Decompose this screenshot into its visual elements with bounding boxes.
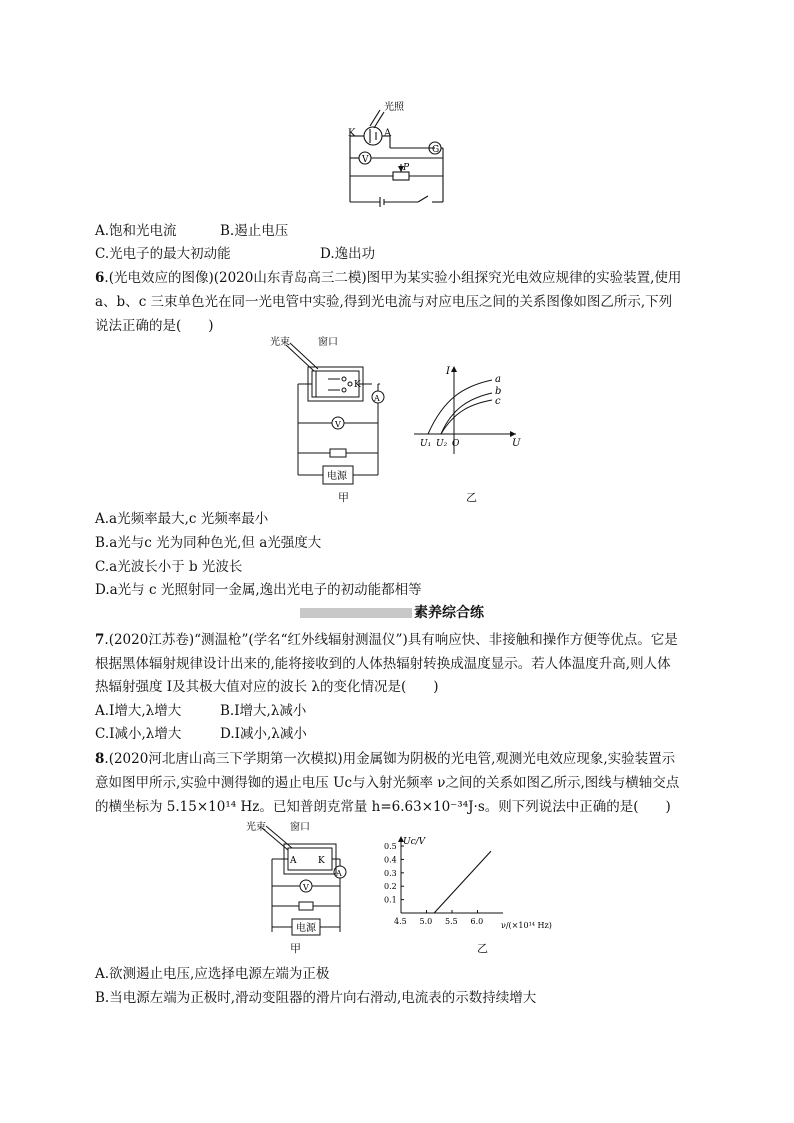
q7-option-b[interactable]: B.I增大,λ减小 [220, 703, 307, 719]
svg-text:I: I [446, 366, 450, 377]
svg-text:O: O [452, 439, 460, 449]
photoelectric-circuit-figure-1 [340, 98, 455, 210]
svg-text:U₂: U₂ [436, 439, 448, 449]
y-tick-label: 0.2 [384, 882, 397, 892]
svg-text:K: K [318, 856, 325, 866]
svg-text:V: V [362, 155, 369, 165]
svg-text:A: A [374, 394, 380, 403]
svg-text:V: V [335, 420, 341, 429]
svg-text:A: A [290, 856, 297, 866]
svg-text:b: b [495, 386, 502, 397]
q6-option-d[interactable]: D.a光与 c 光照射同一金属,逸出光电子的初动能都相等 [95, 582, 422, 598]
svg-text:K: K [354, 380, 361, 390]
q6-current-voltage-graph [412, 362, 524, 462]
svg-text:电源: 电源 [327, 471, 347, 482]
q7-stem-line-3: 热辐射强度 I及其极大值对应的波长 λ的变化情况是( ) [95, 679, 439, 695]
svg-text:光束: 光束 [246, 822, 266, 833]
q6-stem-line-2: a、b、c 三束单色光在同一光电管中实验,得到光电流与对应电压之间的关系图像如图乙所示,下列 [95, 294, 673, 310]
q8-stem-line-2: 意如图甲所示,实验中测得铷的遏止电压 Uc与入射光频率 ν之间的关系如图乙所示,图线与横轴交点 [95, 775, 680, 791]
q8-stem-line-3: 的横坐标为 5.15×10¹⁴ Hz。已知普朗克常量 h=6.63×10⁻³⁴J·s。则下列说法中正确的是( ) [95, 799, 671, 815]
q6-option-c[interactable]: C.a光波长小于 b 光波长 [95, 559, 243, 575]
svg-text:光束: 光束 [270, 337, 290, 348]
x-tick-label: 5.0 [419, 917, 433, 926]
q8-option-a[interactable]: A.欲测遏止电压,应选择电源左端为正极 [95, 966, 330, 982]
q8-option-b[interactable]: B.当电源左端为正极时,滑动变阻器的滑片向右滑动,电流表的示数持续增大 [95, 990, 537, 1006]
svg-text:a: a [495, 374, 501, 385]
q7-option-a[interactable]: A.I增大,λ增大 [95, 703, 182, 719]
q5-option-d[interactable]: D.逸出功 [320, 246, 376, 262]
svg-text:U: U [512, 438, 521, 449]
section-bar [300, 608, 412, 618]
q8-figure-yi-caption: 乙 [477, 942, 488, 955]
q8-figure-jia-caption: 甲 [290, 942, 301, 955]
svg-text:V: V [303, 883, 309, 892]
y-tick-label: 0.1 [384, 895, 397, 905]
svg-text:电源: 电源 [296, 923, 316, 934]
y-axis-label: Uc/V [403, 837, 426, 847]
y-tick-label: 0.4 [384, 855, 397, 865]
svg-text:A: A [336, 869, 342, 878]
q7-option-d[interactable]: D.I减小,λ减小 [220, 726, 307, 742]
q6-apparatus-figure [268, 335, 408, 505]
x-tick-label: 6.0 [470, 917, 484, 926]
svg-text:K: K [348, 128, 356, 139]
q7-option-c[interactable]: C.I减小,λ增大 [95, 726, 182, 742]
svg-text:U₁: U₁ [420, 439, 432, 449]
svg-text:A: A [384, 128, 392, 139]
q6-option-b[interactable]: B.a光与c 光为同种色光,但 a光强度大 [95, 535, 322, 551]
q6-stem-line-3: 说法正确的是( ) [95, 318, 214, 334]
series-line [434, 851, 491, 913]
q6-figure-jia-caption: 甲 [338, 491, 349, 504]
q6-option-a[interactable]: A.a光频率最大,c 光频率最小 [95, 511, 269, 527]
y-tick-label: 0.5 [384, 842, 397, 852]
q8-stem-line-1: 8.(2020河北唐山高三下学期第一次模拟)用金属铷为阴极的光电管,观测光电效应现象,实验装置示 [95, 751, 676, 767]
svg-text:光照: 光照 [384, 102, 404, 113]
svg-text:c: c [495, 396, 501, 407]
y-tick-label: 0.3 [384, 868, 397, 878]
q6-figure-yi-caption: 乙 [466, 491, 477, 504]
section-title: 素养综合练 [414, 605, 484, 621]
x-tick-label: 4.5 [394, 917, 407, 926]
q5-option-c[interactable]: C.光电子的最大初动能 [95, 246, 231, 262]
svg-text:G: G [432, 145, 440, 155]
x-axis-label: ν/(×10¹⁴ Hz) [501, 921, 552, 930]
q7-stem-line-1: 7.(2020江苏卷)“测温枪”(学名“红外线辐射测温仪”)具有响应快、非接触和操作方便等优点。它是 [95, 632, 678, 648]
q8-stopping-voltage-chart [383, 830, 553, 940]
svg-text:P: P [403, 163, 410, 173]
q6-stem-line-1: 6.(光电效应的图像)(2020山东青岛高三二模)图甲为某实验小组探究光电效应规律的实验装置,使用 [95, 270, 682, 286]
q7-stem-line-2: 根据黑体辐射规律设计出来的,能将接收到的人体热辐射转换成温度显示。若人体温度升高,则人体 [95, 656, 671, 672]
q5-option-b[interactable]: B.遏止电压 [220, 223, 289, 239]
svg-text:窗口: 窗口 [318, 337, 338, 348]
q5-option-a[interactable]: A.饱和光电流 [95, 223, 177, 239]
q8-apparatus-figure [244, 820, 364, 945]
x-tick-label: 5.5 [445, 917, 458, 926]
svg-text:窗口: 窗口 [290, 822, 310, 833]
